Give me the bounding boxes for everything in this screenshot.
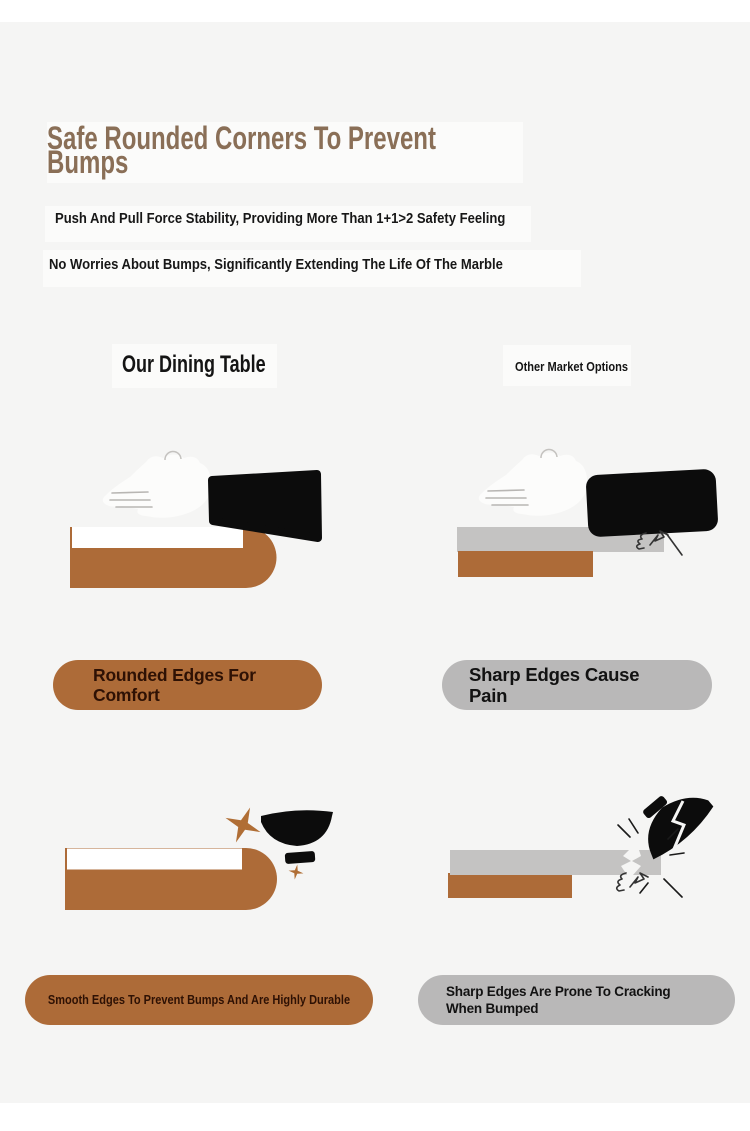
sharp-edge-bowl-illustration	[430, 795, 750, 935]
slab-base-shape	[458, 551, 593, 577]
bowl-icon	[625, 795, 717, 863]
table-top-surface	[67, 849, 242, 870]
page-title: Safe Rounded Corners To Prevent Bumps	[47, 120, 436, 180]
label-sharp-edges-text: Sharp Edges Cause Pain	[469, 663, 640, 706]
hand-icon	[103, 451, 211, 517]
slab-base-shape	[448, 873, 572, 898]
label-rounded-edges-text: Rounded Edges For Comfort	[93, 664, 256, 705]
subtitle-no-bumps: No Worries About Bumps, Significantly Extending The Life Of The Marble	[49, 256, 503, 273]
hand-icon	[479, 449, 587, 515]
label-smooth-edges-text: Smooth Edges To Prevent Bumps And Are Highly Durable	[47, 993, 351, 1007]
bowl-icon	[261, 810, 333, 864]
column-header-our-dining-table: Our Dining Table	[122, 351, 266, 378]
subtitle-stability: Push And Pull Force Stability, Providing More Than 1+1>2 Safety Feeling	[55, 210, 506, 227]
sharp-edge-hand-illustration	[430, 445, 750, 605]
table-top-surface	[72, 527, 243, 548]
sharp-slab-shape	[450, 850, 631, 875]
column-header-other-market-options: Other Market Options	[515, 359, 628, 374]
sleeve-icon	[585, 469, 718, 538]
rounded-edge-bowl-illustration	[40, 795, 380, 935]
label-sharp-edges	[442, 660, 712, 710]
label-prone-to-cracking	[418, 975, 735, 1025]
label-smooth-edges	[25, 975, 373, 1025]
label-prone-to-cracking-text: Sharp Edges Are Prone To Cracking When Bumped	[446, 984, 671, 1016]
label-rounded-edges	[53, 660, 322, 710]
rounded-edge-hand-illustration	[40, 445, 380, 605]
